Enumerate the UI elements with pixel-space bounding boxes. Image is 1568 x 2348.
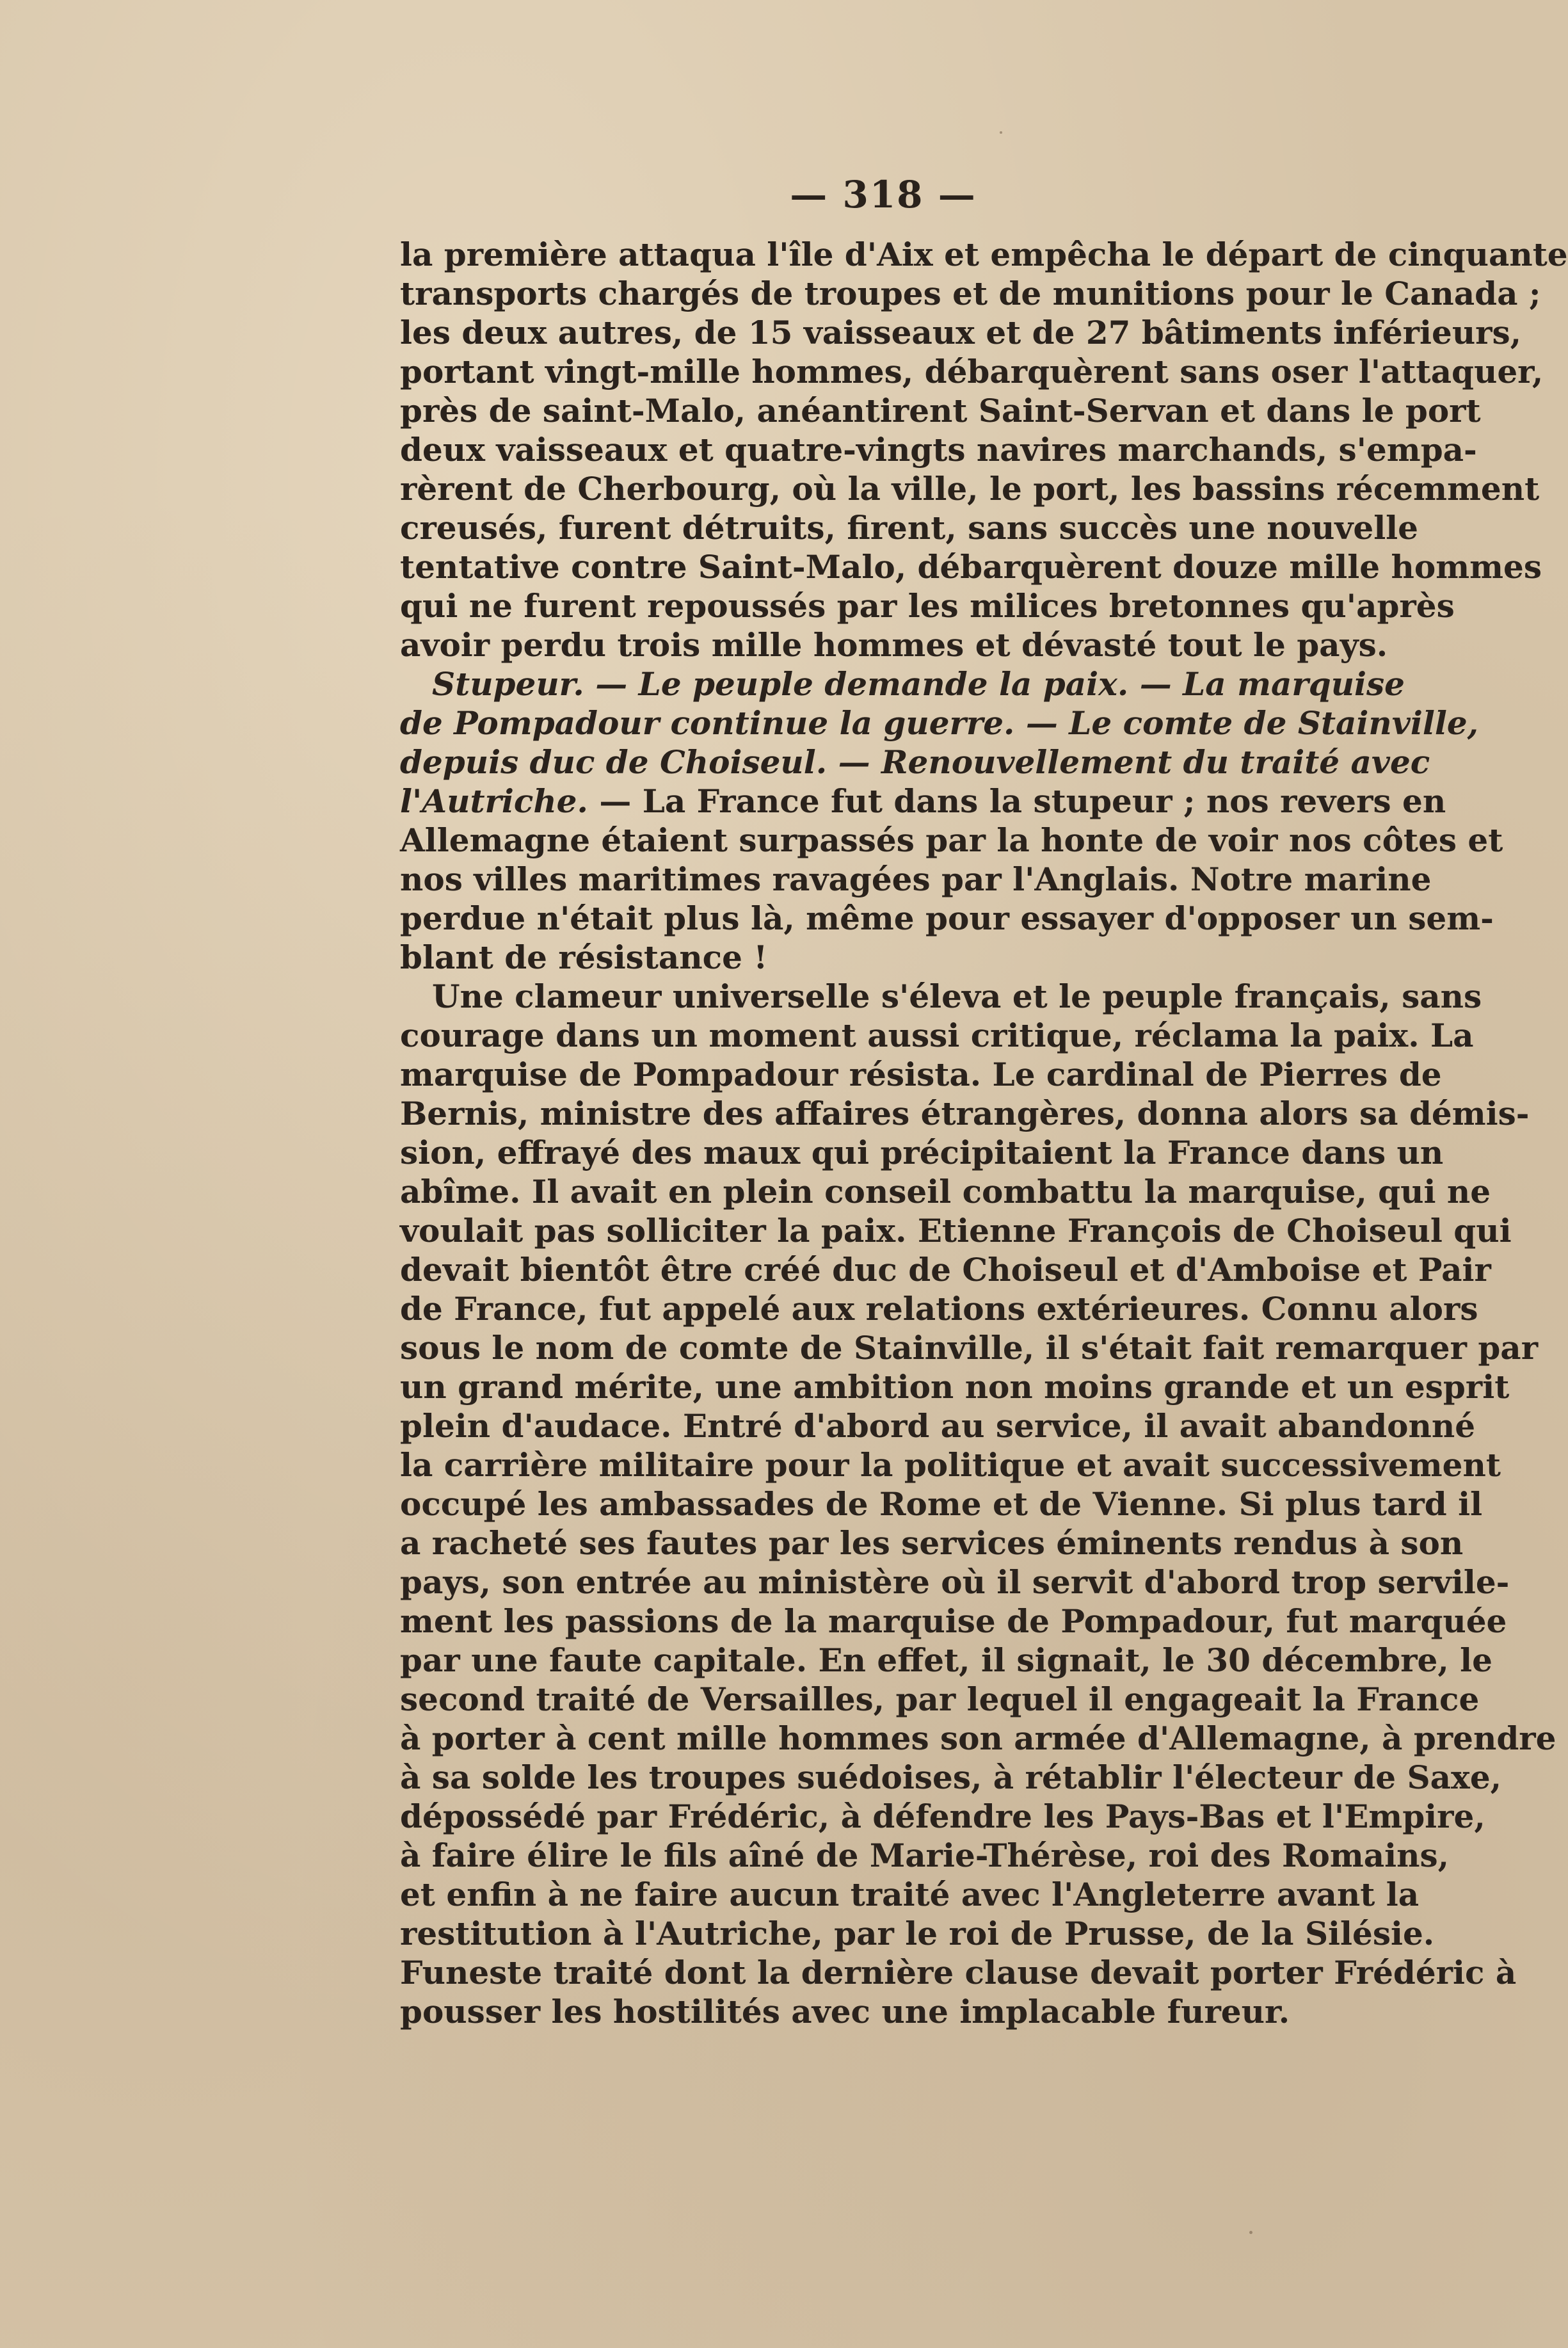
text-line: ment les passions de la marquise de Pompadour, fut marquée bbox=[400, 1602, 1507, 1640]
text-line: perdue n'était plus là, même pour essayer d'opposer un sem- bbox=[400, 899, 1494, 937]
text-line: un grand mérite, une ambition non moins grande et un esprit bbox=[400, 1368, 1510, 1406]
text-line: transports chargés de troupes et de munitions pour le Canada ; bbox=[400, 275, 1541, 312]
text-line: la première attaqua l'île d'Aix et empêcha le départ de cinquante bbox=[400, 236, 1568, 273]
text-line: qui ne furent repoussés par les milices bretonnes qu'après bbox=[400, 587, 1455, 625]
text-line: occupé les ambassades de Rome et de Vienne. Si plus tard il bbox=[400, 1485, 1483, 1523]
text-line: Stupeur. — Le peuple demande la paix. — La marquise bbox=[432, 665, 1405, 703]
text-line: abîme. Il avait en plein conseil combattu la marquise, qui ne bbox=[400, 1173, 1491, 1210]
text-line: depuis duc de Choiseul. — Renouvellement du traité avec bbox=[400, 743, 1430, 781]
text-line: Allemagne étaient surpassés par la honte de voir nos côtes et bbox=[400, 821, 1503, 859]
page-number: — 318 — bbox=[790, 173, 977, 216]
text-line: avoir perdu trois mille hommes et dévasté tout le pays. bbox=[400, 626, 1388, 664]
text-line: blant de résistance ! bbox=[400, 938, 768, 976]
text-line: à porter à cent mille hommes son armée d'Allemagne, à prendre bbox=[400, 1719, 1556, 1757]
text-line: second traité de Versailles, par lequel il engageait la France bbox=[400, 1680, 1480, 1718]
text-line: sion, effrayé des maux qui précipitaient la France dans un bbox=[400, 1134, 1444, 1171]
paper-speck bbox=[1000, 131, 1002, 134]
text-line: et enfin à ne faire aucun traité avec l'Angleterre avant la bbox=[400, 1876, 1420, 1913]
text-line: deux vaisseaux et quatre-vingts navires marchands, s'empa- bbox=[400, 431, 1477, 469]
text-line: Funeste traité dont la dernière clause devait porter Frédéric à bbox=[400, 1954, 1517, 1991]
text-line: les deux autres, de 15 vaisseaux et de 27 bâtiments inférieurs, bbox=[400, 314, 1522, 351]
paper-speck bbox=[1249, 2231, 1252, 2234]
text-line: voulait pas solliciter la paix. Etienne François de Choiseul qui bbox=[400, 1212, 1512, 1250]
text-line: rèrent de Cherbourg, où la ville, le port, les bassins récemment bbox=[400, 470, 1540, 508]
text-line: à faire élire le fils aîné de Marie-Thérèse, roi des Romains, bbox=[400, 1837, 1450, 1874]
paper-speck bbox=[778, 1853, 781, 1857]
text-line: à sa solde les troupes suédoises, à rétablir l'électeur de Saxe, bbox=[400, 1758, 1502, 1796]
text-line: de France, fut appelé aux relations extérieures. Connu alors bbox=[400, 1290, 1478, 1328]
text-line: tentative contre Saint-Malo, débarquèrent douze mille hommes bbox=[400, 548, 1542, 586]
text-line: plein d'audace. Entré d'abord au service, il avait abandonné bbox=[400, 1407, 1476, 1445]
book-page bbox=[400, 173, 1568, 2031]
text-line: par une faute capitale. En effet, il signait, le 30 décembre, le bbox=[400, 1641, 1492, 1679]
paragraph-3 bbox=[400, 977, 1556, 2031]
text-line: a racheté ses fautes par les services éminents rendus à son bbox=[400, 1524, 1464, 1562]
text-line: nos villes maritimes ravagées par l'Anglais. Notre marine bbox=[400, 860, 1432, 898]
paragraph-1 bbox=[400, 235, 1568, 664]
text-line: Une clameur universelle s'éleva et le peuple français, sans bbox=[432, 977, 1482, 1015]
text-line: de Pompadour continue la guerre. — Le comte de Stainville, bbox=[400, 704, 1479, 742]
text-line: sous le nom de comte de Stainville, il s'était fait remarquer par bbox=[400, 1329, 1539, 1367]
text-line: portant vingt-mille hommes, débarquèrent sans oser l'attaquer, bbox=[400, 353, 1544, 390]
text-line: marquise de Pompadour résista. Le cardinal de Pierres de bbox=[400, 1056, 1442, 1093]
paragraph-2 bbox=[400, 664, 1503, 977]
text-line: dépossédé par Frédéric, à défendre les Pays-Bas et l'Empire, bbox=[400, 1797, 1485, 1835]
text-line: la carrière militaire pour la politique et avait successivement bbox=[400, 1446, 1501, 1484]
text-line: près de saint-Malo, anéantirent Saint-Servan et dans le port bbox=[400, 392, 1481, 430]
text-line: restitution à l'Autriche, par le roi de Prusse, de la Silésie. bbox=[400, 1915, 1435, 1952]
text-line: pays, son entrée au ministère où il servit d'abord trop servile- bbox=[400, 1563, 1510, 1601]
text-line: courage dans un moment aussi critique, réclama la paix. La bbox=[400, 1017, 1474, 1054]
text-line: pousser les hostilités avec une implacable fureur. bbox=[400, 1993, 1290, 2030]
text-line bbox=[400, 782, 1446, 821]
text-segment: — La France fut dans la stupeur ; nos revers en bbox=[588, 782, 1446, 820]
text-line: creusés, furent détruits, firent, sans succès une nouvelle bbox=[400, 509, 1418, 547]
text-line: Bernis, ministre des affaires étrangères, donna alors sa démis- bbox=[400, 1095, 1530, 1132]
heading-tail: l'Autriche. bbox=[400, 782, 588, 820]
text-line: devait bientôt être créé duc de Choiseul et d'Amboise et Pair bbox=[400, 1251, 1491, 1289]
